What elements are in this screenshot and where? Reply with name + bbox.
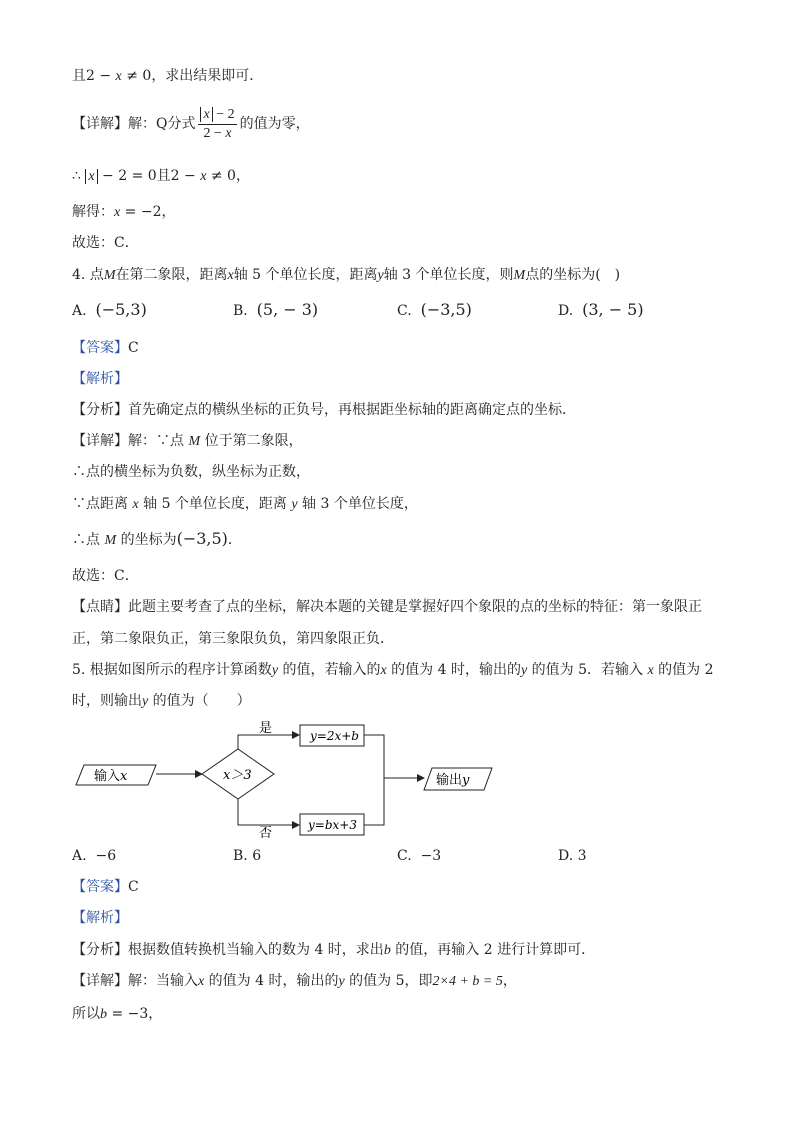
text-line-3 — [72, 166, 250, 187]
option-label: A. — [72, 848, 87, 864]
text: 解：∵点 — [128, 433, 189, 449]
text: 点的坐标为( ) — [525, 267, 621, 283]
analysis-tag: 【解析】 — [72, 371, 128, 387]
math-var: b — [383, 943, 391, 958]
answer-value: C — [128, 340, 139, 356]
math: ≠ 0 — [121, 68, 152, 84]
math-var: x — [198, 974, 205, 989]
q4-answer — [72, 338, 139, 358]
q5-option-c — [397, 846, 441, 866]
input-label: 输入x — [94, 769, 128, 784]
xiangjie-tag: 【详解】 — [72, 433, 128, 449]
text-line-2 — [72, 104, 310, 144]
text: 解：当输入 — [128, 973, 198, 989]
text: 在第二象限，距离 — [115, 267, 228, 283]
text: 的值为 4 时，输出的 — [386, 662, 521, 678]
dianjing-text: 正，第二象限负正，第三象限负负，第四象限正负． — [72, 631, 394, 647]
q4-fenxi — [72, 400, 576, 420]
math-var: M — [104, 533, 117, 548]
text: 轴 3 个单位长度，则 — [383, 267, 514, 283]
abs-x: x — [85, 169, 97, 184]
q4-xiangjie — [72, 431, 303, 452]
option-label: B. — [233, 848, 248, 864]
math: 2 − — [203, 125, 226, 141]
option-value: (−5,3) — [95, 300, 147, 319]
math-var: M — [513, 268, 526, 283]
math-var: y — [291, 497, 298, 512]
text: ∴点的横坐标为负数，纵坐标为正数， — [72, 464, 310, 480]
fenxi-text: 首先确定点的横纵坐标的正负号，再根据距坐标轴的距离确定点的坐标． — [128, 402, 576, 418]
q5-answer — [72, 877, 139, 897]
text: 的值为 5．若输入 — [527, 662, 648, 678]
text: 解得： — [72, 204, 114, 220]
option-value: (3, − 5) — [582, 300, 644, 319]
answer-tag: 【答案】 — [72, 879, 128, 895]
no-branch-line — [238, 799, 299, 825]
text-line-5 — [72, 233, 139, 253]
math-var: y — [338, 974, 345, 989]
q5-option-d — [558, 846, 587, 866]
q5-stem-2 — [72, 691, 251, 712]
text: 的值为零， — [239, 116, 310, 132]
option-label: D. — [558, 848, 574, 864]
math-var: x — [380, 663, 387, 678]
text: 的值为（ ） — [148, 693, 251, 709]
text: 的值，若输入的 — [278, 662, 381, 678]
option-label: C. — [397, 848, 412, 864]
math-var: x — [132, 497, 139, 512]
text: 轴 5 个单位长度，距离 — [138, 496, 292, 512]
fenxi-tag: 【分析】 — [72, 942, 128, 958]
answer-tag: 【答案】 — [72, 340, 128, 356]
option-value: 6 — [252, 848, 262, 864]
text: 轴 3 个单位长度， — [297, 496, 418, 512]
flowchart — [70, 715, 510, 845]
no-label: 否 — [259, 826, 273, 841]
q4-step-3 — [72, 529, 242, 551]
text: 且 — [72, 68, 86, 84]
coordinate: (−3,5) — [176, 529, 228, 548]
math: ∴ — [72, 168, 86, 184]
text: ，求出结果即可． — [151, 68, 264, 84]
analysis-tag: 【解析】 — [72, 910, 128, 926]
option-label: C. — [397, 303, 412, 319]
text: 5. 根据如图所示的程序计算函数 — [72, 662, 272, 678]
text: 且 — [156, 168, 171, 184]
math: − 2 — [212, 106, 235, 122]
fraction — [198, 106, 236, 143]
math-var: y — [271, 663, 279, 678]
q4-dianjing-cont — [72, 629, 394, 649]
q4-option-c — [397, 300, 472, 321]
option-value: 3 — [577, 848, 587, 864]
text: 位于第二象限， — [200, 433, 303, 449]
text: ∵点距离 — [72, 496, 133, 512]
text: Q分式 — [156, 116, 196, 132]
text: 轴 5 个单位长度，距离 — [233, 267, 378, 283]
math: 2 − — [170, 168, 201, 184]
text: ， — [148, 1006, 163, 1022]
option-label: D. — [558, 303, 574, 319]
formula-1: y=2x+b — [310, 729, 359, 743]
math-var: b — [100, 1007, 107, 1022]
fraction-denominator — [198, 125, 236, 143]
text: 故选：C． — [72, 235, 139, 251]
q5-xiangjie — [72, 971, 517, 992]
text: 时，则输出 — [72, 693, 142, 709]
option-label: B. — [233, 303, 248, 319]
math: = −3 — [107, 1006, 149, 1022]
math-var: M — [103, 268, 116, 283]
math: ≠ 0 — [206, 168, 236, 184]
q5-analysis-tag — [72, 908, 128, 928]
q5-option-b — [233, 846, 261, 866]
q5-fenxi — [72, 940, 595, 961]
option-label: A. — [72, 303, 87, 319]
math-var: x — [225, 125, 232, 141]
text: ， — [235, 168, 250, 184]
text: 所以 — [72, 1006, 100, 1022]
q4-option-a — [72, 300, 147, 321]
option-value: (5, − 3) — [256, 300, 319, 319]
text: 的值，再输入 2 进行计算即可． — [390, 942, 596, 958]
text: ， — [161, 204, 176, 220]
text: 的值为 4 时，输出的 — [204, 973, 339, 989]
fenxi-tag: 【分析】 — [72, 402, 128, 418]
abs-x: x — [200, 107, 212, 122]
math: − 2 = 0 — [97, 168, 157, 184]
option-value: (−3,5) — [420, 300, 472, 319]
math-var: x — [115, 69, 122, 84]
text: 的坐标为 — [116, 532, 177, 548]
text: 解： — [128, 116, 156, 132]
decision-label: x＞3 — [223, 768, 252, 783]
q4-option-d — [558, 300, 644, 321]
formula-2: y=bx+3 — [308, 818, 357, 832]
math-var: y — [142, 694, 149, 709]
math-var: x — [200, 169, 207, 184]
math-var: x — [647, 663, 654, 678]
yes-label: 是 — [259, 721, 273, 736]
text: ． — [227, 532, 242, 548]
math-var: x — [114, 205, 121, 220]
math: 2 − — [86, 68, 116, 84]
q4-step-4 — [72, 566, 139, 586]
q4-step-2 — [72, 494, 418, 515]
output-label: 输出y — [436, 773, 470, 788]
answer-value: C — [128, 879, 139, 895]
text: ， — [502, 973, 517, 989]
q4-stem — [72, 265, 620, 286]
merge-line — [364, 735, 384, 825]
tag-xiangjie: 【详解】 — [72, 116, 128, 132]
yes-branch-line — [238, 735, 299, 749]
math-var: x — [227, 268, 234, 283]
text: 故选：C． — [72, 568, 139, 584]
q5-option-a — [72, 846, 116, 866]
option-value: −3 — [420, 848, 442, 864]
q4-dianjing — [72, 597, 702, 617]
xiangjie-tag: 【详解】 — [72, 973, 128, 989]
fraction-numerator — [198, 106, 236, 125]
dianjing-text: 此题主要考查了点的坐标，解决本题的关键是掌握好四个象限的点的坐标的特征：第一象限正 — [128, 599, 702, 615]
q4-analysis-tag — [72, 369, 128, 389]
option-value: −6 — [95, 848, 117, 864]
q5-last — [72, 1004, 162, 1025]
math-var: y — [520, 663, 528, 678]
text-line-4 — [72, 202, 176, 223]
text-line-1 — [72, 66, 263, 87]
q4-option-b — [233, 300, 318, 321]
text: ∴点 — [72, 532, 105, 548]
text: 的值为 5，即 — [344, 973, 433, 989]
dianjing-tag: 【点睛】 — [72, 599, 128, 615]
q4-step-1 — [72, 462, 310, 482]
math-var: M — [188, 434, 201, 449]
q5-stem-1 — [72, 660, 713, 681]
math: = −2 — [120, 204, 162, 220]
text: 的值为 2 — [653, 662, 714, 678]
text: 根据数值转换机当输入的数为 4 时，求出 — [128, 942, 384, 958]
text: 4. 点 — [72, 267, 104, 283]
math-var: y — [377, 268, 384, 283]
equation: 2×4 + b = 5 — [432, 974, 503, 989]
